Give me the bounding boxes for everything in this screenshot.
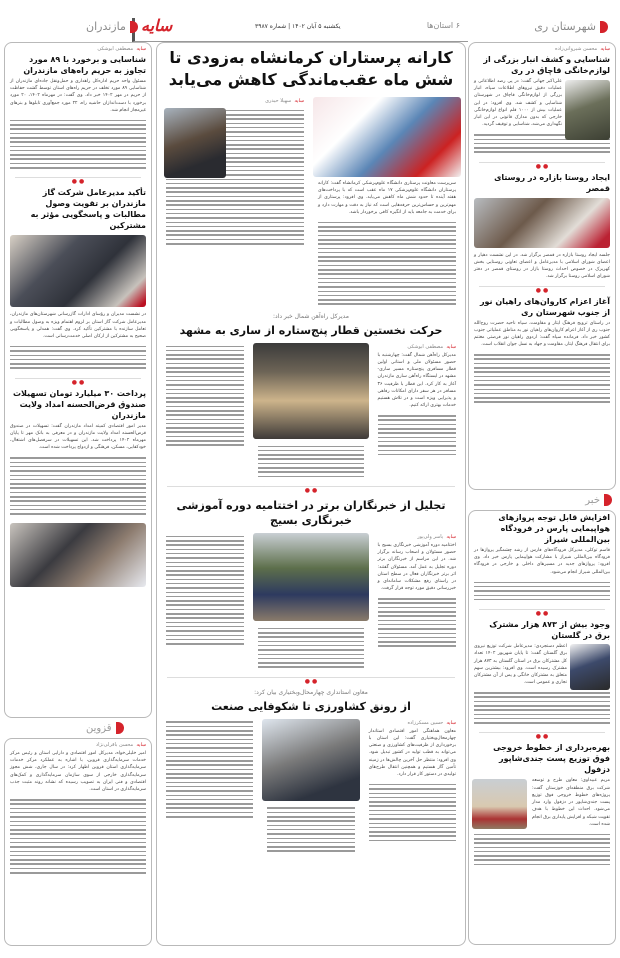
official-portrait-photo [10, 523, 146, 587]
section-marker-icon [130, 21, 138, 33]
article-body: اختتامیه دوره آموزشی خبرنگاری بسیج با حضور مسئولان و اصحاب رسانه برگزار شد. در این مراسم از خبرنگاران برتر دوره تجلیل به عمل آمد. مسئولان گفتند: اثر برتر خبرنگاران فعال در سطح استان در راستای رفع مشکلات سامانه‌ای و خبررسانی دقیق مورد توجه قرار گرفت. [377, 542, 456, 592]
article-title[interactable]: تأکید مدیرعامل شرکت گاز مازندران بر تقویت وصول مطالبات و پاسخگویی مؤثر به مشترکین [30, 188, 146, 231]
section-marker-icon [116, 722, 124, 734]
section-label-qazvin: قزوین [86, 722, 124, 734]
article-kicker: معاون استانداری چهارمحال‌وبختیاری بیان کرد: [254, 688, 368, 696]
separator-icon: ● ● [479, 286, 605, 295]
article-photo [565, 80, 610, 140]
left-column-qazvin [4, 738, 152, 946]
byline: سایه سهیلا حیدری [265, 98, 304, 104]
stethoscope-photo [313, 97, 461, 177]
article-title[interactable]: آغاز اعزام کاروان‌های راهیان نور از جنوب شهرستان ری [479, 296, 610, 317]
newspaper-logo: سایه [141, 16, 173, 35]
separator-icon: ● ● [15, 378, 141, 387]
section-title: شهرستان ری [534, 20, 596, 33]
separator-icon: ● ● [479, 162, 605, 171]
lead-headline[interactable]: کارانه پرستاران کرمانشاه به‌زودی تا شش ماه عقب‌ماندگی کاهش می‌یابد [168, 48, 454, 89]
article-photo [570, 644, 610, 690]
meeting-photo [474, 198, 610, 248]
separator-icon: ● ● [479, 609, 605, 618]
power-lines-photo [472, 779, 527, 829]
section-marker-icon [604, 494, 612, 506]
article-body: جلسه ایجاد روستا بازاره در قمصر برگزار شد. در این نشست دهیار و اعضای شورای اسلامی با مدیرعامل و اعضای تعاونی روستایی بخش کهریزک در خصوص احداث روستا بازار در روستای قمصر در دفتر شورای اسلامی روستا برگزار شد. [474, 252, 610, 280]
separator-icon: ● ● [167, 677, 455, 686]
ceremony-photo [253, 533, 368, 621]
article-title[interactable]: ایجاد روستا بازاره در روستای قمصر [494, 172, 610, 193]
byline: سایه یاسر ولی‌پور [417, 533, 456, 540]
article-body: علی‌اکبر جهانی گفت: در پی رصد اطلاعاتی و عملیات دقیق نیروهای اطلاعات سپاه، انبار بزرگی از لوازم‌خانگی قاچاق در شهرستان شناسایی و کشف شد. وی افزود: در این عملیات بیش از ۱۰۰۰ قلم انواع لوازم‌خانگی خارجی که بدون مدارک قانونی در این انبار نگهداری می‌شد، شناسایی و توقیف گردید. [474, 79, 562, 128]
left-column-mazandaran [4, 42, 152, 718]
page-number: ۶ [455, 21, 460, 30]
right-column-rey [468, 42, 616, 490]
deputy-governor-photo [262, 719, 359, 801]
separator-icon: ● ● [15, 177, 141, 186]
masthead [132, 18, 468, 42]
article-title[interactable]: افزایش قابل توجه پروازهای هواپیمایی پارس در فرودگاه بین‌المللی شیراز [498, 513, 610, 544]
byline: سایه مصطفی ابوشکی [97, 46, 146, 52]
article-kicker: مدیرکل راه‌آهن شمال خبر داد: [272, 312, 350, 320]
article-body: امیر خلیلی‌خواه، مدیرکل امور اقتصادی و دارایی استان و رئیس مرکز خدمات سرمایه‌گذاری قزوین، با اشاره به عملکرد مرکز خدمات سرمایه‌گذاری استان قزوین اظهار کرد: در سال جاری، شش مجوز سرمایه‌گذاری خارجی از سوی سازمان سرمایه‌گذاری و کمک‌های اقتصادی و فنی ایران به تصویب رسیده که نشانه روند مثبت جذب سرمایه‌گذاری در استان است. [10, 751, 146, 793]
article-headline[interactable]: از رونق کشاورزی تا شکوفایی صنعت [211, 699, 411, 713]
article-body: معاون هماهنگی امور اقتصادی استاندار چهارمحال‌وبختیاری گفت: این استان با برخورداری از ظرفیت‌های کشاورزی و صنعتی می‌تواند به قطب تولید در کشور تبدیل شود. وی افزود: منتظر حل آخرین چالش‌ها در زمینه تأمین گاز هستیم و همچنین انتقال طرح‌های تولیدی در دستور کار قرار دارد. [368, 728, 456, 777]
meeting-photo [10, 235, 146, 307]
article-body: اعظم دستجردی: مدیرعامل شرکت توزیع نیروی برق گلستان گفت: تا پایان شهریور ۱۴۰۲ تعداد کل مشترکان برق در استان گلستان به ۸۷۳ هزار مشترک رسیده است. وی افزود: بیشترین سهم متعلق به مشترکان خانگی و پس از آن مشترکان تجاری و عمومی است. [474, 644, 567, 686]
article-body: مدیرکل راه‌آهن شمال گفت: چهارشنبه با حضور مسئولان ملی و استانی اولین قطار مسافری پنج‌ستاره مسیر ساری-مشهد در ایستگاه راه‌آهن ساری مازندران آغاز به کار کرد. این قطار با ظرفیت ۳۶ مسافر در هر سفر دارای امکانات رفاهی و پذیرایی ویژه است و در تلاش هستیم خدمات بهتری ارائه کنیم. [377, 352, 456, 409]
right-column-news [468, 510, 616, 945]
byline: سایه محسن باقرلی‌نژاد [95, 742, 146, 748]
page-section [427, 21, 460, 30]
article-body: مریم عبیداوی: معاون طرح و توسعه شرکت برق منطقه‌ای خوزستان گفت: پروژه‌های خطوط خروجی فوق توزیع پست جندی‌شاپور در دزفول وارد مدار می‌شود. احداث این خطوط با هدف تقویت شبکه و افزایش پایداری برق انجام شده است. [532, 778, 610, 827]
section-marker-icon [600, 21, 608, 33]
article-body: مدیر امور اقتصادی کمیته امداد مازندران گفت: تسهیلات در صندوق قرض‌الحسنه امداد ولایت مازندران و در معرفی به بانک مهر تا پایان مهرماه ۱۴۰۲ پرداخت شد. این تسهیلات در سرفصل‌های اشتغال، خودکفایی، مسکن، فرهنگی و ازدواج پرداخت شده است. [10, 423, 146, 451]
section-label-news: خبر [585, 494, 612, 506]
article-body: قاسم توکلی، مدیرکل فرودگاه‌های فارس از رشد چشمگیر پروازها در فرودگاه بین‌المللی شیراز با مشارکت هواپیمایی پارس خبر داد. وی افزود: پروازهای جدید در مسیرهای داخلی و خارجی در فرودگاه بین‌المللی شیراز انجام می‌شود. [474, 548, 610, 575]
page-section-label: استان‌ها [426, 21, 454, 30]
byline: سایه مصطفی ابوشکی [407, 343, 456, 350]
article-title[interactable]: پرداخت ۳۰ میلیارد تومان تسهیلات صندوق قرض‌الحسنه امداد ولایت مازندران [12, 388, 146, 420]
article-body: مسئول واحد حریم اداره‌کل راهداری و حمل‌ونقل جاده‌ای مازندران از شناسایی ۸۹ مورد تخلف در حریم راه‌های استان توسط گشت حفاظت از حریم در مهر ۱۴۰۲ خبر داد. وی گفت: در مهرماه ۱۴۰۲، ۲۰ مورد برخورد با دست‌اندازان حاشیه راه، ۲۲ مورد جمع‌آوری تابلوها و بنرهای غیرمجاز انجام شد. [10, 79, 147, 113]
article-body: در راستای ترویج فرهنگ ایثار و مقاومت، سپاه ناحیه حضرت روح‌الله جنوب ری از آغاز اعزام کاروان‌های راهیان نور به مناطق عملیاتی جنوب کشور خبر داد. فرمانده سپاه گفت: اردوی راهیان نور فرصتی مغتنم برای انتقال فرهنگ ایثار، مقاومت و جهاد به نسل جوان انقلاب است. [474, 320, 610, 348]
nursing-official-photo [164, 108, 226, 178]
section-label-rey [534, 20, 608, 33]
page-header [0, 18, 620, 42]
article-title[interactable]: بهره‌برداری از خطوط خروجی فوق توزیع پست جندی‌شاپور دزفول [493, 743, 610, 775]
article-body: سرپرست معاونت پرستاری دانشگاه علوم‌پزشکی کرمانشاه گفت: کارانه پرستاران دانشگاه علوم‌پزشکی ۱۷ ماه عقب است که با پرداخت‌های هفته آینده تا حدود شش ماه کاهش می‌یابد. وی افزود: پرستاری از مهم‌ترین و حساس‌ترین حرفه‌هایی است که نیاز به دقت و مهارت دارد و برای خدمت به جامعه باید از انگیزه کافی برخوردار باشد. [318, 181, 456, 215]
byline: سایه حسین مسکرزاده [407, 719, 456, 726]
section-label-mazandaran [86, 20, 138, 33]
article-headline[interactable]: حرکت نخستین قطار پنج‌ستاره از ساری به مشهد [179, 323, 443, 337]
issue-info: یکشنبه ۵ آبان ۱۴۰۲ | شماره ۳۹۸۷ [255, 23, 341, 30]
main-column [156, 42, 466, 946]
article-body: در نشست مدیران و رؤسای ادارات گازرسانی شهرستان‌های مازندران، مدیرعامل شرکت گاز استان بر لزوم اهتمام ویژه به وصول مطالبات و تعامل سازنده با مشترکین تأکید کرد. وی گفت: همدلی و پاسخگویی صحیح به مشترکین از ارکان اصلی خدمت‌رسانی است. [10, 312, 146, 339]
article-title[interactable]: شناسایی و کشف انبار بزرگی از لوازم‌خانگی قاچاق در ری [483, 55, 610, 75]
separator-icon: ● ● [479, 732, 605, 741]
article-title[interactable]: شناسایی و برخورد با ۸۹ مورد تجاوز به حریم راه‌های مازندران [23, 55, 146, 75]
article-title[interactable]: وجود بیش از ۸۷۳ هزار مشترک برق در گلستان [489, 620, 610, 641]
byline: سایه محسن شیروانی‌زاده [554, 46, 610, 52]
section-title: مازندران [86, 20, 126, 33]
train-interior-photo [253, 343, 368, 439]
article-headline[interactable]: تجلیل از خبرنگاران برتر در اختتامیه دوره آموزشی خبرنگاری بسیج [176, 498, 446, 527]
separator-icon: ● ● [167, 486, 455, 495]
